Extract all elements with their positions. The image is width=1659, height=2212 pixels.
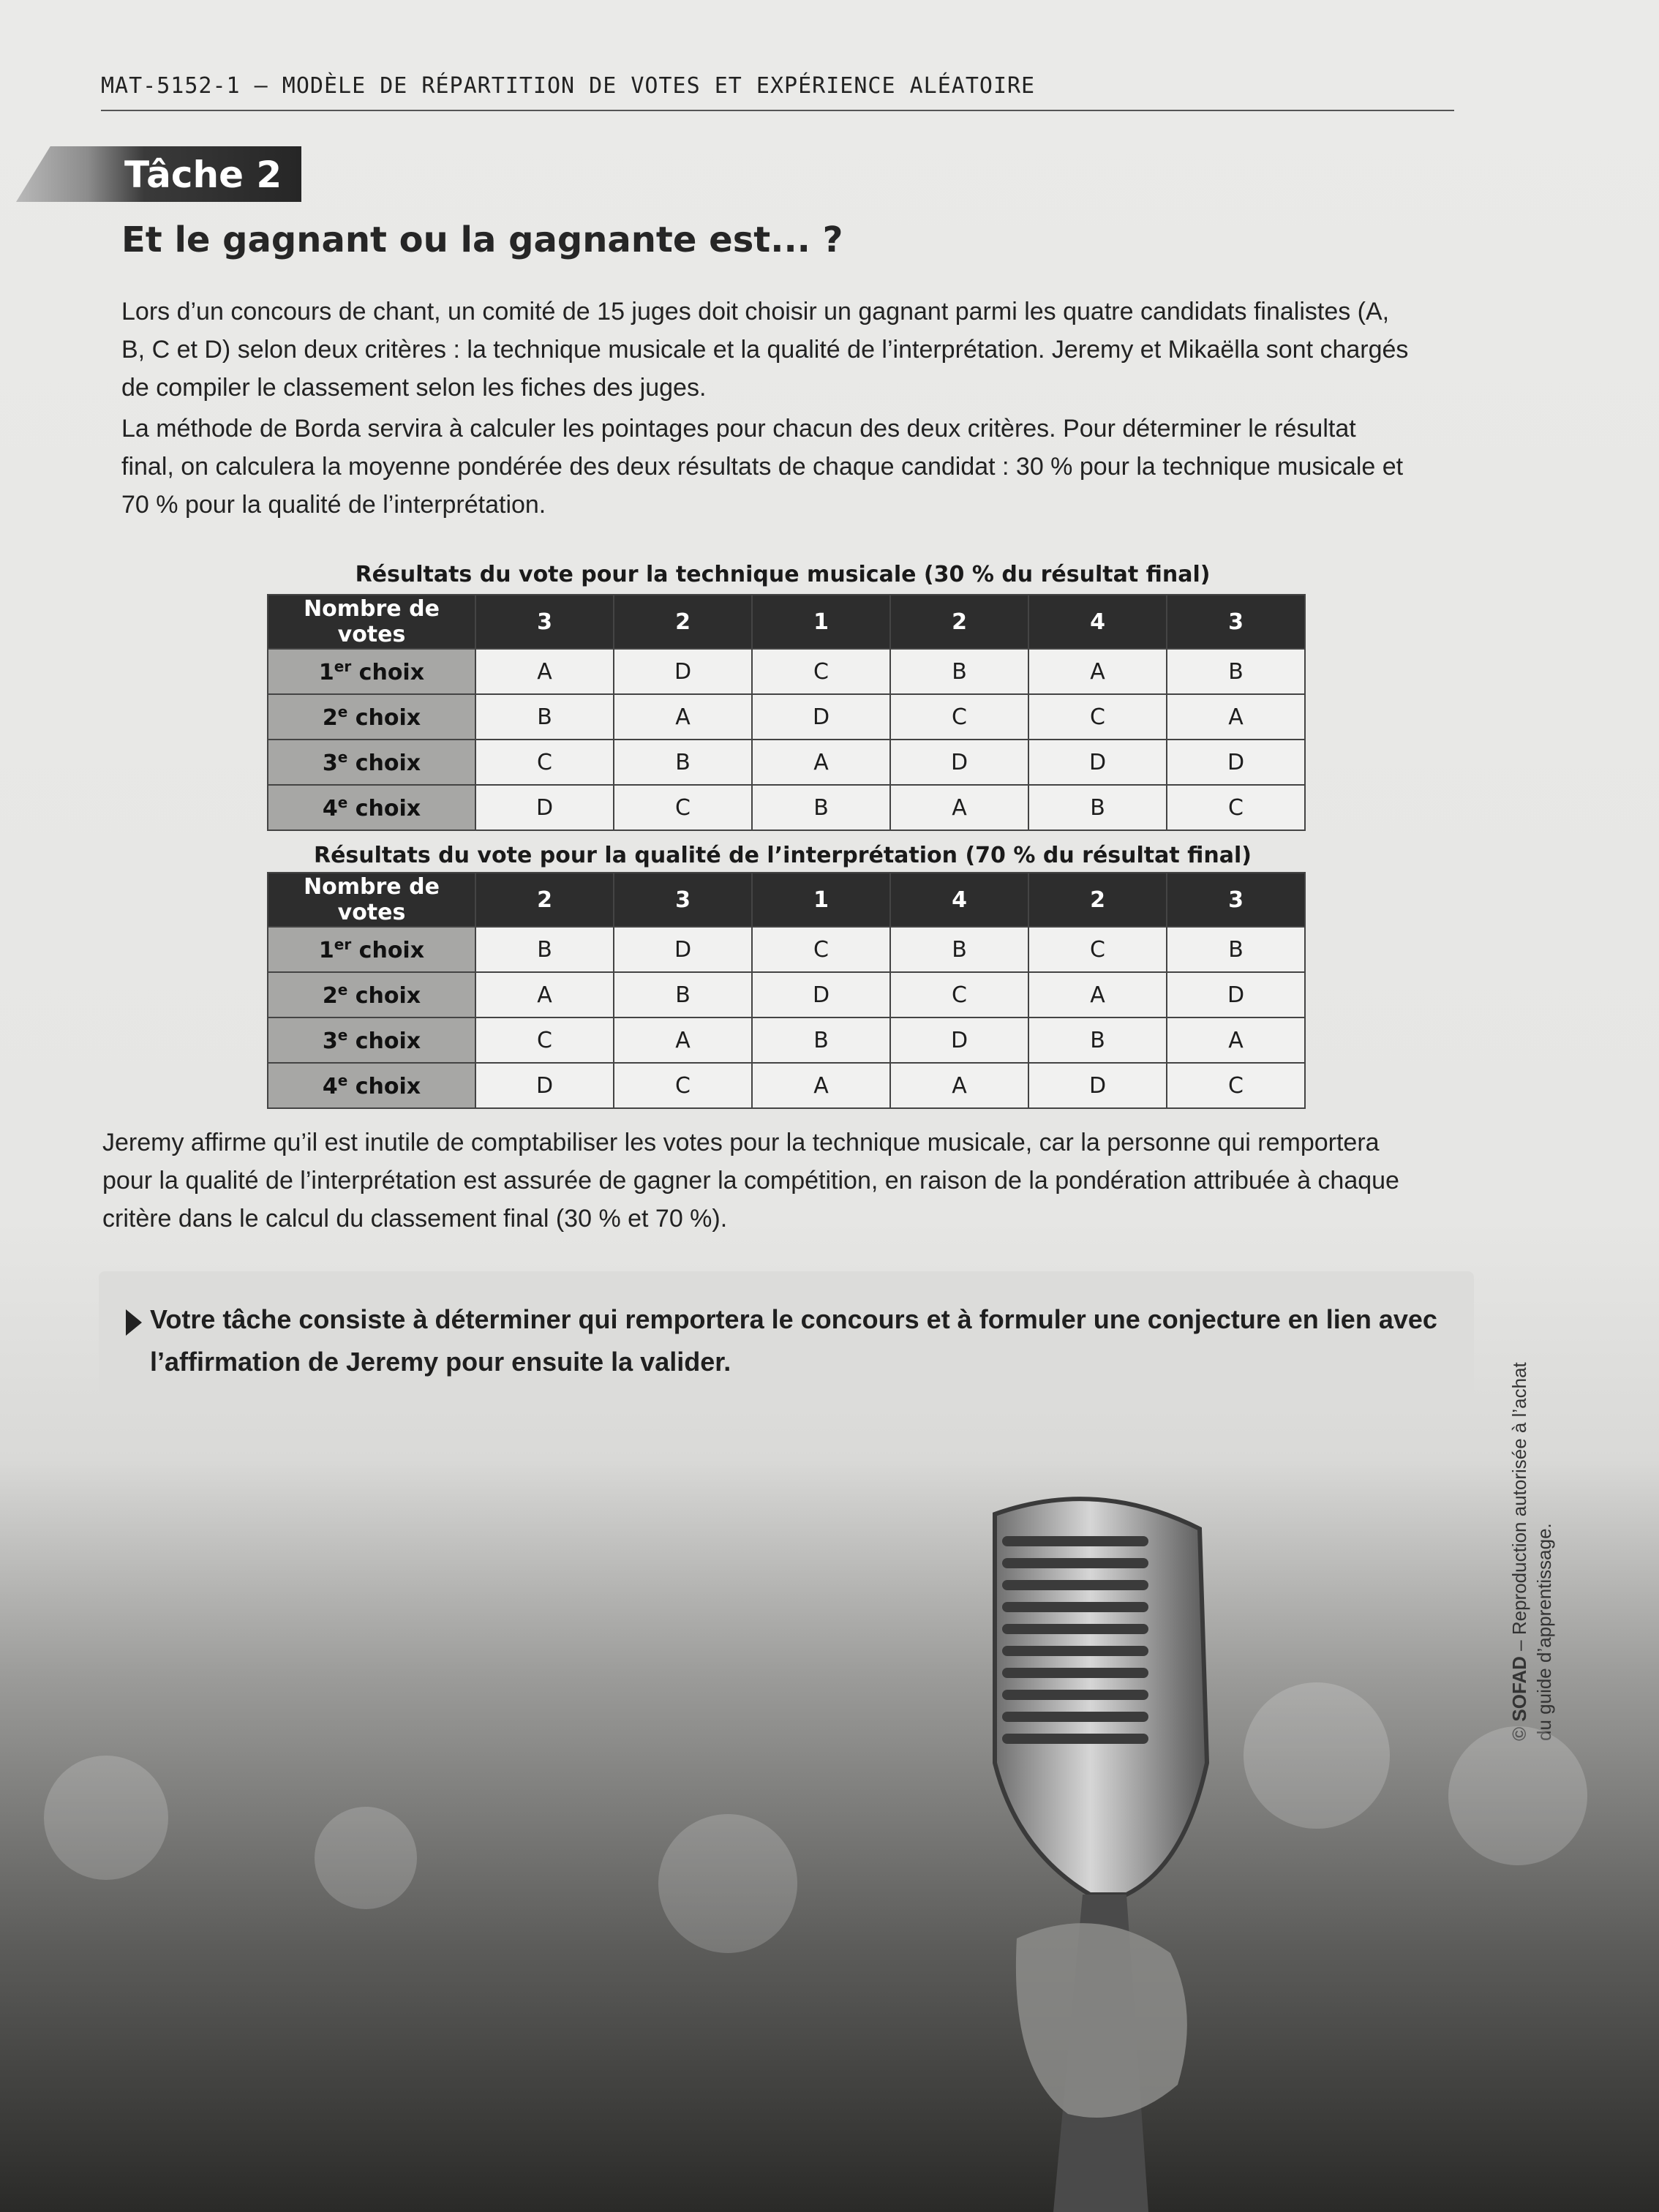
candidate-cell: C — [752, 649, 890, 694]
candidate-cell: C — [475, 1017, 614, 1063]
technique-votes-table — [267, 594, 1306, 831]
candidate-cell: C — [614, 1063, 752, 1108]
bokeh-light — [315, 1807, 417, 1909]
choice-rank-label: 3e choix — [268, 740, 475, 785]
bokeh-light — [1448, 1726, 1587, 1865]
candidate-cell: C — [1028, 927, 1167, 972]
course-header: MAT-5152-1 — MODÈLE DE RÉPARTITION DE VOTES ET EXPÉRIENCE ALÉATOIRE — [101, 73, 1036, 99]
candidate-cell: D — [614, 649, 752, 694]
table-row — [268, 927, 1305, 972]
copyright-line1: – Reproduction autorisée à l’achat — [1508, 1362, 1530, 1657]
candidate-cell: B — [1167, 927, 1305, 972]
candidate-cell: C — [890, 972, 1028, 1017]
candidate-cell: A — [890, 785, 1028, 830]
candidate-cell: C — [1028, 694, 1167, 740]
votes-count-cell: 3 — [614, 873, 752, 927]
method-paragraph: La méthode de Borda servira à calculer les pointages pour chacun des deux critères. Pour déterminer le résultat final, on calculera la moyenne pondérée des deux résultats de chaque candidat : 30 % pour la technique musicale et 70 % pour la qualité de l’interprétation. — [121, 415, 1404, 519]
candidate-cell: D — [1028, 740, 1167, 785]
candidate-cell: A — [1028, 972, 1167, 1017]
candidate-cell: B — [890, 649, 1028, 694]
votes-count-cell: 2 — [475, 873, 614, 927]
votes-count-cell: 3 — [1167, 595, 1305, 649]
candidate-cell: A — [1167, 1017, 1305, 1063]
choice-rank-label: 4e choix — [268, 785, 475, 830]
votes-count-cell: 2 — [614, 595, 752, 649]
candidate-cell: B — [475, 694, 614, 740]
candidate-cell: D — [475, 1063, 614, 1108]
header-row — [268, 873, 1305, 927]
task-instruction: Votre tâche consiste à déterminer qui remportera le concours et à formuler une conjecture en lien avec l’affirmation de Jeremy pour ensuite la valider. — [150, 1304, 1437, 1377]
votes-count-header: Nombre de votes — [268, 873, 475, 927]
candidate-cell: D — [475, 785, 614, 830]
choice-rank-label: 1er choix — [268, 927, 475, 972]
choice-rank-label: 2e choix — [268, 694, 475, 740]
candidate-cell: D — [890, 740, 1028, 785]
table-row — [268, 972, 1305, 1017]
candidate-cell: A — [890, 1063, 1028, 1108]
intro-paragraph: Lors d’un concours de chant, un comité de 15 juges doit choisir un gagnant parmi les quatre candidats finalistes (A, B, C et D) selon deux critères : la technique musicale et la qualité de l’interprétation. Jeremy et Mikaëlla sont chargés de compiler le classement selon les fiches des juges. — [121, 298, 1409, 402]
votes-count-cell: 3 — [475, 595, 614, 649]
copyright-brand: © SOFAD — [1508, 1656, 1530, 1741]
table-row — [268, 694, 1305, 740]
votes-count-cell: 2 — [890, 595, 1028, 649]
candidate-cell: C — [1167, 785, 1305, 830]
candidate-cell: A — [475, 649, 614, 694]
candidate-cell: D — [614, 927, 752, 972]
candidate-cell: C — [614, 785, 752, 830]
candidate-cell: B — [1028, 785, 1167, 830]
candidate-cell: D — [1028, 1063, 1167, 1108]
table-row — [268, 1017, 1305, 1063]
table-row — [268, 649, 1305, 694]
jeremy-claim-paragraph: Jeremy affirme qu’il est inutile de comptabiliser les votes pour la technique musicale, car la personne qui remportera pour la qualité de l’interprétation est assurée de gagner la compétition, en raison de la pondération attribuée à chaque critère dans le calcul du classement final (30 % et 70 %). — [102, 1129, 1399, 1233]
bokeh-light — [658, 1814, 797, 1953]
choice-rank-label: 3e choix — [268, 1017, 475, 1063]
choice-rank-label: 4e choix — [268, 1063, 475, 1108]
candidate-cell: A — [1028, 649, 1167, 694]
votes-count-cell: 3 — [1167, 873, 1305, 927]
candidate-cell: A — [1167, 694, 1305, 740]
interpretation-votes-table — [267, 872, 1306, 1109]
candidate-cell: B — [890, 927, 1028, 972]
table1-caption: Résultats du vote pour la technique musicale (30 % du résultat final) — [355, 562, 1211, 587]
votes-count-cell: 4 — [1028, 595, 1167, 649]
votes-count-header: Nombre de votes — [268, 595, 475, 649]
votes-count-cell: 4 — [890, 873, 1028, 927]
candidate-cell: A — [752, 1063, 890, 1108]
candidate-cell: C — [475, 740, 614, 785]
candidate-cell: B — [614, 740, 752, 785]
arrow-bullet-icon — [126, 1309, 142, 1336]
votes-count-cell: 1 — [752, 595, 890, 649]
candidate-cell: A — [614, 694, 752, 740]
candidate-cell: C — [890, 694, 1028, 740]
header-row — [268, 595, 1305, 649]
table-row — [268, 740, 1305, 785]
task-label: Tâche 2 — [124, 154, 282, 196]
bokeh-light — [44, 1756, 168, 1880]
candidate-cell: D — [890, 1017, 1028, 1063]
candidate-cell: B — [614, 972, 752, 1017]
candidate-cell: D — [752, 694, 890, 740]
candidate-cell: C — [1167, 1063, 1305, 1108]
candidate-cell: C — [752, 927, 890, 972]
table2-caption: Résultats du vote pour la qualité de l’interprétation (70 % du résultat final) — [313, 843, 1252, 868]
candidate-cell: D — [1167, 972, 1305, 1017]
candidate-cell: A — [475, 972, 614, 1017]
microphone-photo — [907, 1485, 1287, 2212]
choice-rank-label: 1er choix — [268, 649, 475, 694]
choice-rank-label: 2e choix — [268, 972, 475, 1017]
candidate-cell: B — [1028, 1017, 1167, 1063]
copyright-line2: du guide d’apprentissage. — [1533, 1523, 1555, 1741]
candidate-cell: D — [1167, 740, 1305, 785]
votes-count-cell: 2 — [1028, 873, 1167, 927]
candidate-cell: B — [475, 927, 614, 972]
table-row — [268, 1063, 1305, 1108]
copyright-notice — [1507, 1185, 1557, 1741]
table-row — [268, 785, 1305, 830]
page-title: Et le gagnant ou la gagnante est... ? — [121, 219, 843, 260]
header-divider — [101, 110, 1454, 111]
candidate-cell: B — [752, 1017, 890, 1063]
candidate-cell: D — [752, 972, 890, 1017]
candidate-cell: A — [752, 740, 890, 785]
candidate-cell: B — [752, 785, 890, 830]
votes-count-cell: 1 — [752, 873, 890, 927]
candidate-cell: B — [1167, 649, 1305, 694]
candidate-cell: A — [614, 1017, 752, 1063]
